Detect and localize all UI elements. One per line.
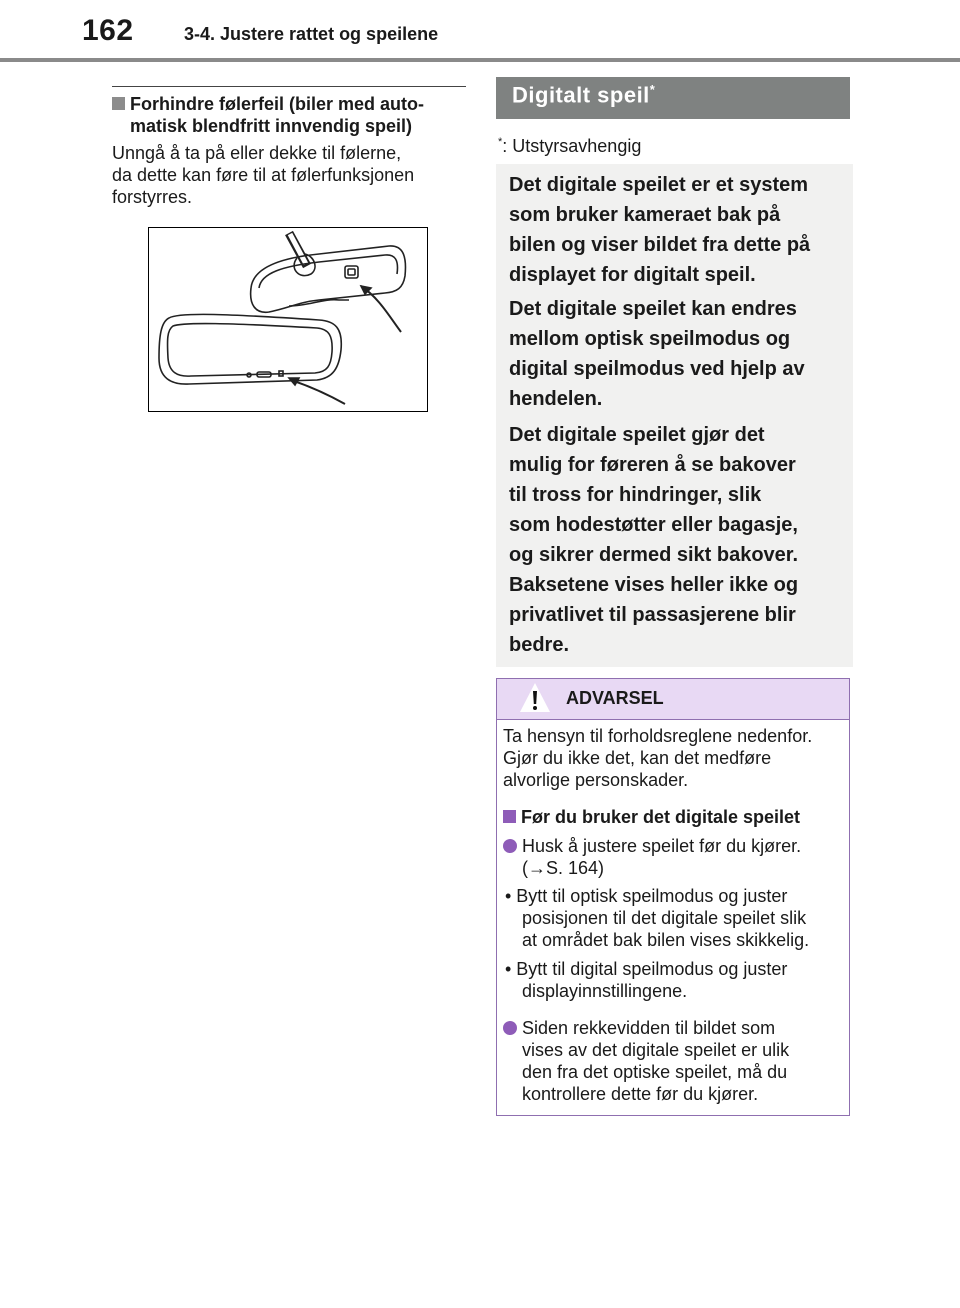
mirror-illustration — [148, 227, 428, 412]
section-title-asterisk: * — [649, 82, 656, 97]
warning-intro — [503, 725, 843, 791]
page-number: 162 — [82, 14, 134, 47]
warning-title: ADVARSEL — [566, 688, 664, 708]
warning-bullet-1 — [505, 885, 850, 951]
info-line: hendelen. — [509, 388, 603, 410]
info-paragraph-3 — [509, 420, 844, 660]
info-line: og sikrer dermed sikt bakover. — [509, 544, 799, 566]
section-heading — [112, 93, 472, 137]
info-line: mulig for føreren å se bakover — [509, 454, 796, 476]
warning-intro-line: Ta hensyn til forholdsreglene nedenfor. — [503, 726, 813, 746]
chapter-title: 3-4. Justere rattet og speilene — [184, 24, 439, 44]
warning-item-1 — [503, 835, 848, 879]
body-line-3: forstyrres. — [112, 187, 193, 207]
info-line: som hodestøtter eller bagasje, — [509, 514, 798, 536]
warning-subheading — [503, 806, 848, 828]
footnote-text: : Utstyrsavhengig — [502, 136, 642, 156]
warning-item-line: (→S. 164) — [522, 858, 605, 878]
section-body — [112, 142, 462, 208]
info-line: digital speilmodus ved hjelp av — [509, 358, 805, 380]
warning-bullet-line: posisjonen til det digitale speilet slik — [522, 908, 807, 928]
info-line: Det digitale speilet er et system — [509, 174, 809, 196]
square-bullet-icon — [503, 810, 516, 823]
warning-item-2 — [503, 1017, 848, 1105]
warning-item-line: kontrollere dette før du kjører. — [522, 1084, 759, 1104]
circle-bullet-icon — [503, 839, 517, 853]
section-title-text: Digitalt speil — [512, 82, 650, 108]
warning-intro-line: alvorlige personskader. — [503, 770, 689, 790]
info-line: displayet for digitalt speil. — [509, 264, 756, 286]
circle-bullet-icon — [503, 1021, 517, 1035]
body-line-1: Unngå å ta på eller dekke til følerne, — [112, 143, 402, 163]
info-line: bedre. — [509, 634, 570, 656]
square-bullet-icon — [112, 97, 125, 110]
mirror-drawing — [149, 228, 427, 411]
info-box — [496, 164, 853, 667]
warning-item-line: den fra det optiske speilet, må du — [522, 1062, 788, 1082]
info-line: mellom optisk speilmodus og — [509, 328, 791, 350]
info-line: Baksetene vises heller ikke og — [509, 574, 799, 596]
warning-item-line: vises av det digitale speilet er ulik — [522, 1040, 790, 1060]
info-line: som bruker kameraet bak på — [509, 204, 781, 226]
info-line: Det digitale speilet kan endres — [509, 298, 797, 320]
warning-subheading-text: Før du bruker det digitale speilet — [521, 807, 801, 827]
info-line: privatlivet til passasjerene blir — [509, 604, 796, 626]
footnote-mark: * — [498, 136, 503, 148]
info-paragraph-2 — [509, 294, 844, 414]
section-title — [512, 82, 655, 108]
warning-item-line: Husk å justere speilet før du kjører. — [522, 836, 802, 856]
warning-triangle-icon — [518, 681, 552, 715]
section-heading-line-2: matisk blendfritt innvendig speil) — [130, 116, 413, 136]
warning-bullet-line: at området bak bilen vises skikkelig. — [522, 930, 810, 950]
info-line: bilen og viser bildet fra dette på — [509, 234, 811, 256]
warning-item-line: Siden rekkevidden til bildet som — [522, 1018, 776, 1038]
warning-bullet-line: displayinnstillingene. — [522, 981, 688, 1001]
warning-bullet-line: • Bytt til digital speilmodus og juster — [505, 959, 788, 979]
section-divider — [112, 86, 466, 87]
warning-bullet-line: • Bytt til optisk speilmodus og juster — [505, 886, 788, 906]
footnote — [498, 136, 641, 157]
warning-intro-line: Gjør du ikke det, kan det medføre — [503, 748, 772, 768]
body-line-2: da dette kan føre til at følerfunksjonen — [112, 165, 415, 185]
warning-bullet-2 — [505, 958, 850, 1002]
header-divider — [0, 58, 960, 62]
info-line: Det digitale speilet gjør det — [509, 424, 765, 446]
info-paragraph-1 — [509, 170, 844, 290]
section-heading-line-1: Forhindre følerfeil (biler med auto- — [130, 94, 425, 114]
info-line: til tross for hindringer, slik — [509, 484, 762, 506]
